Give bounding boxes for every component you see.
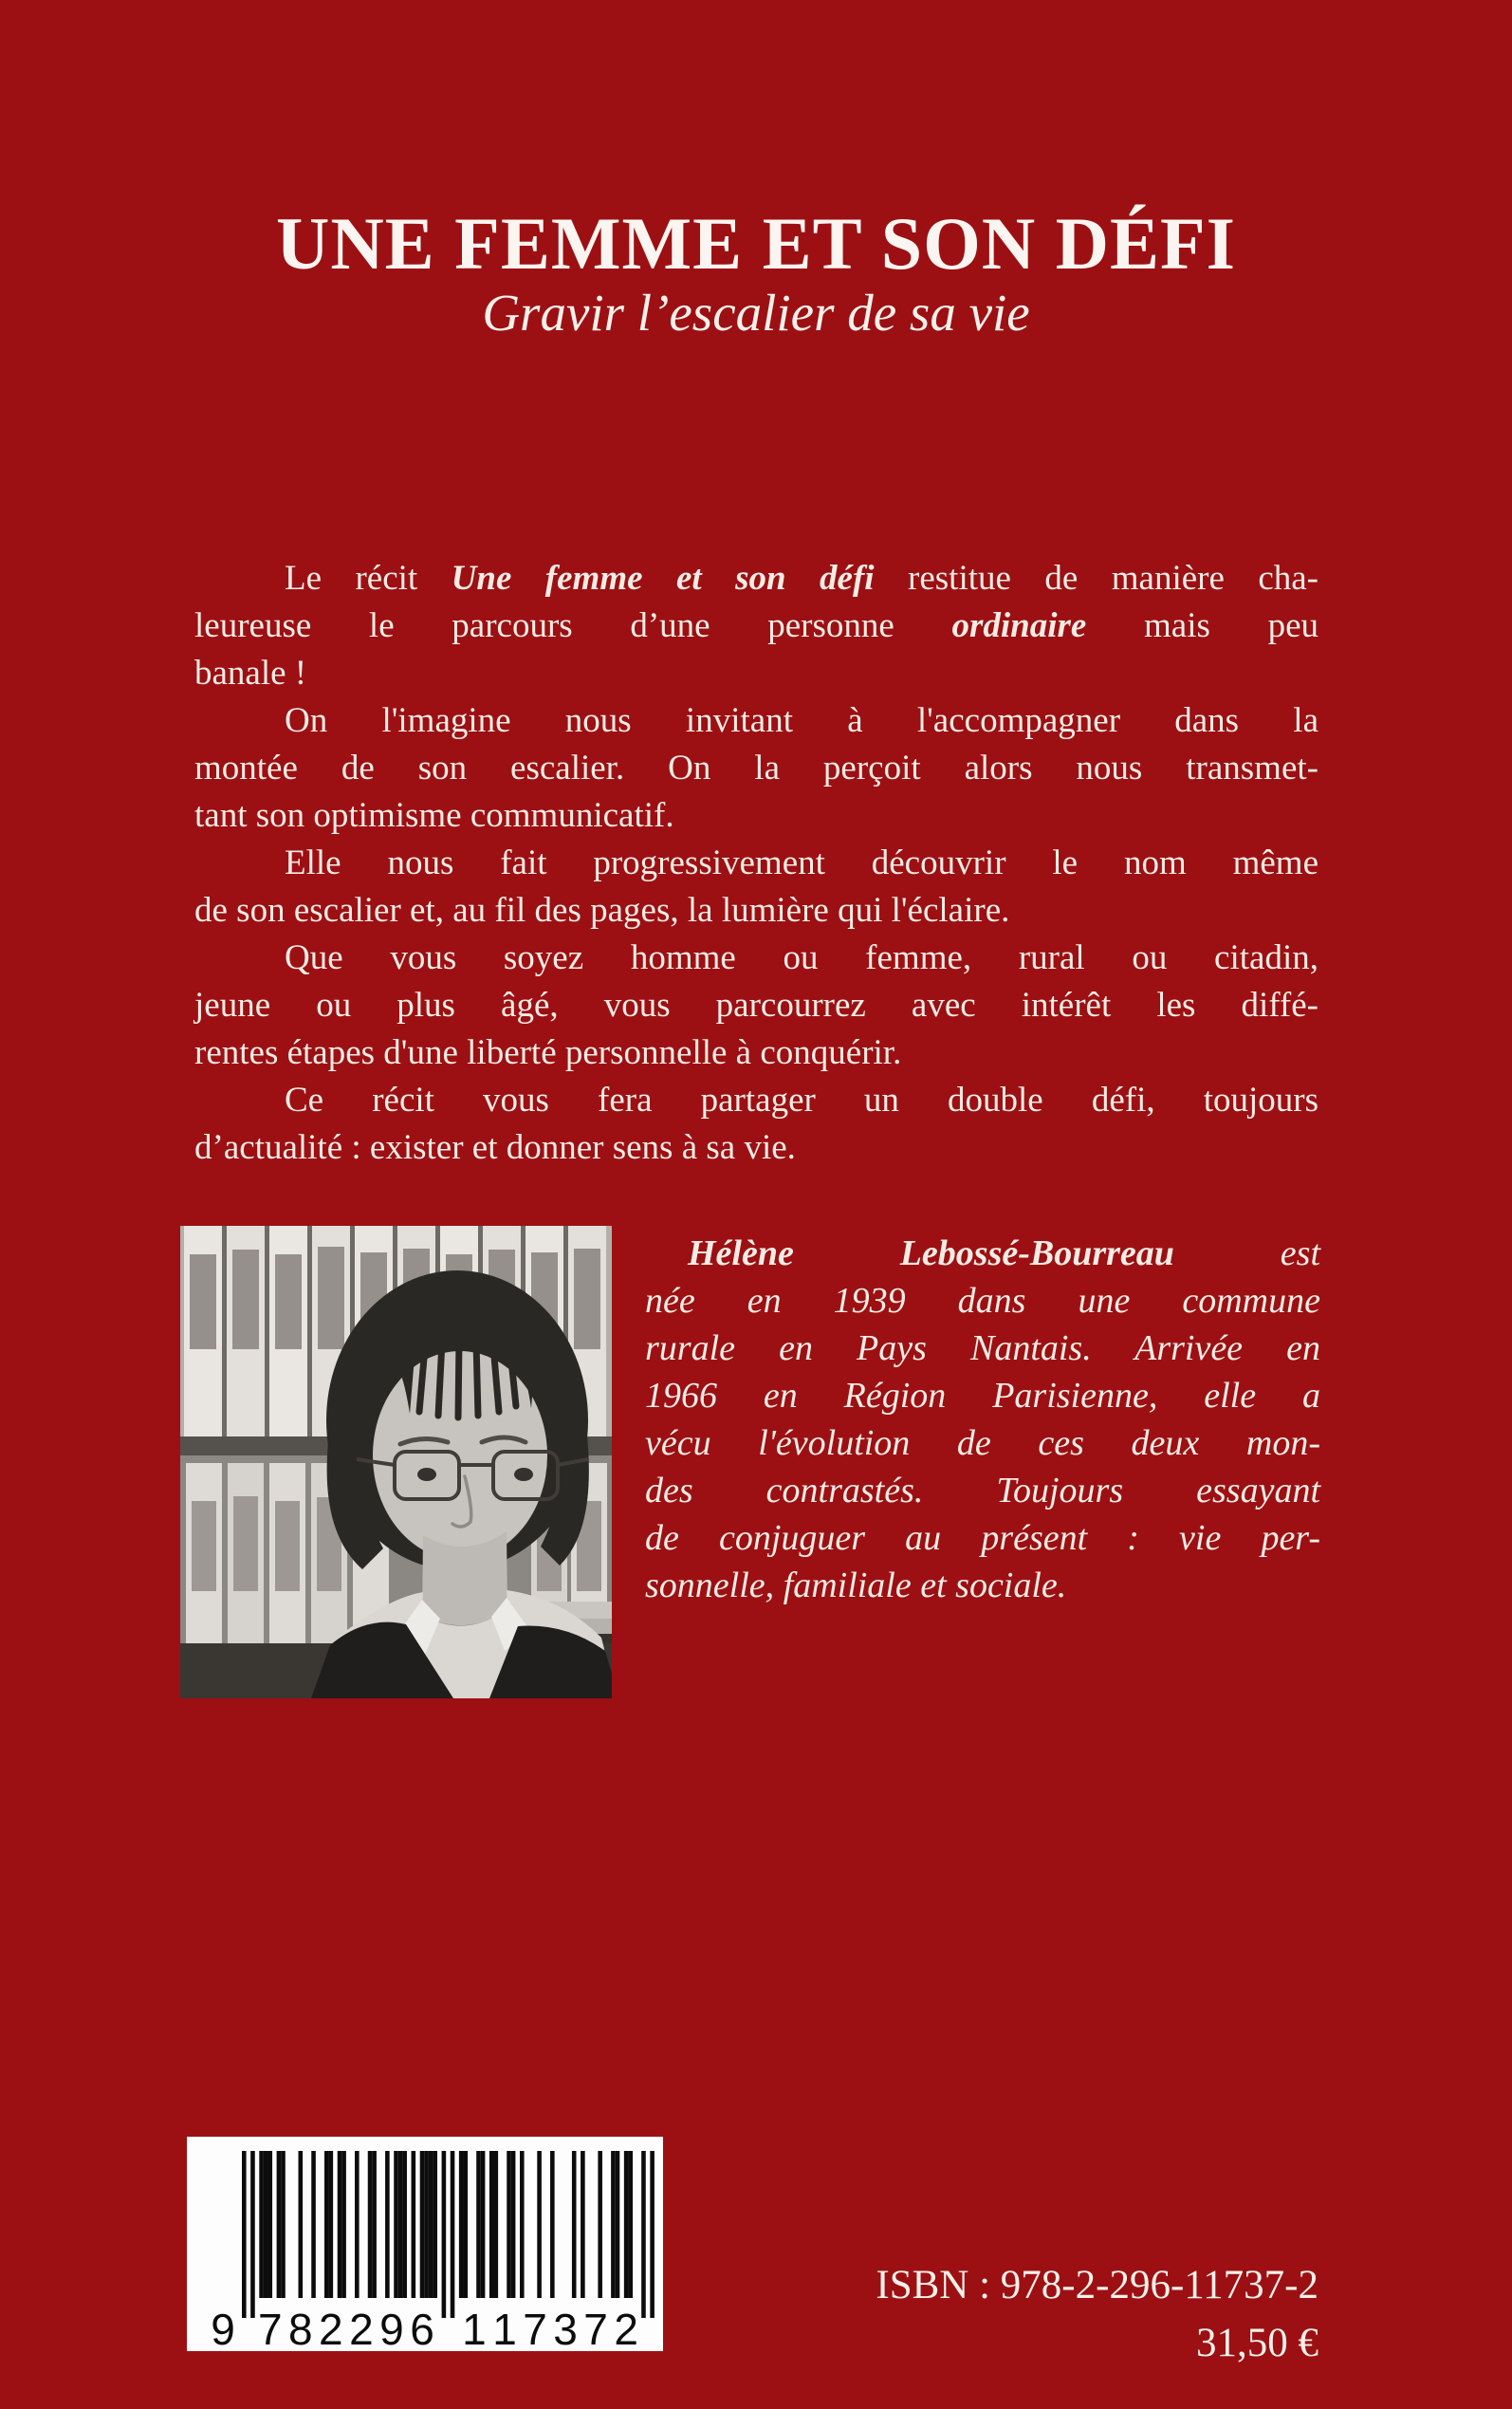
svg-text:2: 2 [614, 2305, 638, 2351]
author-bio [645, 1230, 1320, 1609]
svg-text:3: 3 [553, 2305, 578, 2351]
svg-text:1: 1 [462, 2305, 487, 2351]
svg-text:2: 2 [349, 2305, 374, 2351]
barcode-panel [187, 2137, 663, 2351]
synopsis-line: Elle nous fait progressivement découvrir le nom même [285, 843, 1318, 882]
synopsis-line: de son escalier et, au fil des pages, la lumière qui l'éclaire. [194, 891, 1010, 930]
bio-line: rurale en Pays Nantais. Arrivée en [645, 1328, 1320, 1368]
footer [655, 2256, 1318, 2372]
svg-text:7: 7 [523, 2305, 547, 2351]
bio-line: 1966 en Région Parisienne, elle a [645, 1376, 1320, 1416]
ean13-barcode [187, 2137, 663, 2351]
svg-text:2: 2 [319, 2305, 343, 2351]
bio-line: sonnelle, familiale et sociale. [645, 1566, 1067, 1605]
synopsis-line: leureuse le parcours d’une personne ordinaire mais peu [194, 606, 1318, 645]
synopsis-line: On l'imagine nous invitant à l'accompagner dans la [285, 701, 1318, 740]
price-text: 31,50 € [1196, 2321, 1318, 2365]
svg-text:7: 7 [583, 2305, 608, 2351]
svg-text:1: 1 [492, 2305, 517, 2351]
synopsis-line: jeune ou plus âgé, vous parcourrez avec intérêt les diffé- [194, 986, 1318, 1025]
synopsis-line: rentes étapes d'une liberté personnelle à conquérir. [194, 1033, 902, 1072]
book-subtitle: Gravir l’escalier de sa vie [482, 284, 1030, 342]
bio-line: vécu l'évolution de ces deux mon- [645, 1423, 1320, 1463]
bio-line: des contrastés. Toujours essayant [645, 1471, 1320, 1510]
bio-line: Hélène Lebossé-Bourreau est [688, 1233, 1321, 1273]
synopsis-line: banale ! [194, 654, 307, 693]
svg-text:7: 7 [258, 2305, 283, 2351]
svg-text:9: 9 [379, 2305, 404, 2351]
synopsis-line: Que vous soyez homme ou femme, rural ou citadin, [285, 938, 1318, 977]
synopsis-line: Ce récit vous fera partager un double défi, toujours [285, 1081, 1318, 1120]
author-photo [180, 1226, 612, 1698]
synopsis-line: tant son optimisme communicatif. [194, 796, 674, 835]
author-photo-illustration [180, 1226, 612, 1698]
isbn-text: ISBN : 978-2-296-11737-2 [876, 2263, 1318, 2307]
svg-text:8: 8 [288, 2305, 313, 2351]
bio-line: née en 1939 dans une commune [645, 1281, 1320, 1321]
synopsis [194, 555, 1318, 1172]
book-title: UNE FEMME ET SON DÉFI [276, 202, 1236, 285]
synopsis-line: montée de son escalier. On la perçoit alors nous transmet- [194, 749, 1318, 788]
synopsis-line: d’actualité : exister et donner sens à sa vie. [194, 1128, 796, 1167]
svg-text:9: 9 [211, 2305, 235, 2351]
svg-text:6: 6 [410, 2305, 434, 2351]
bio-line: de conjuguer au présent : vie per- [645, 1518, 1320, 1558]
synopsis-line: Le récit Une femme et son défi restitue de manière cha- [285, 559, 1318, 598]
